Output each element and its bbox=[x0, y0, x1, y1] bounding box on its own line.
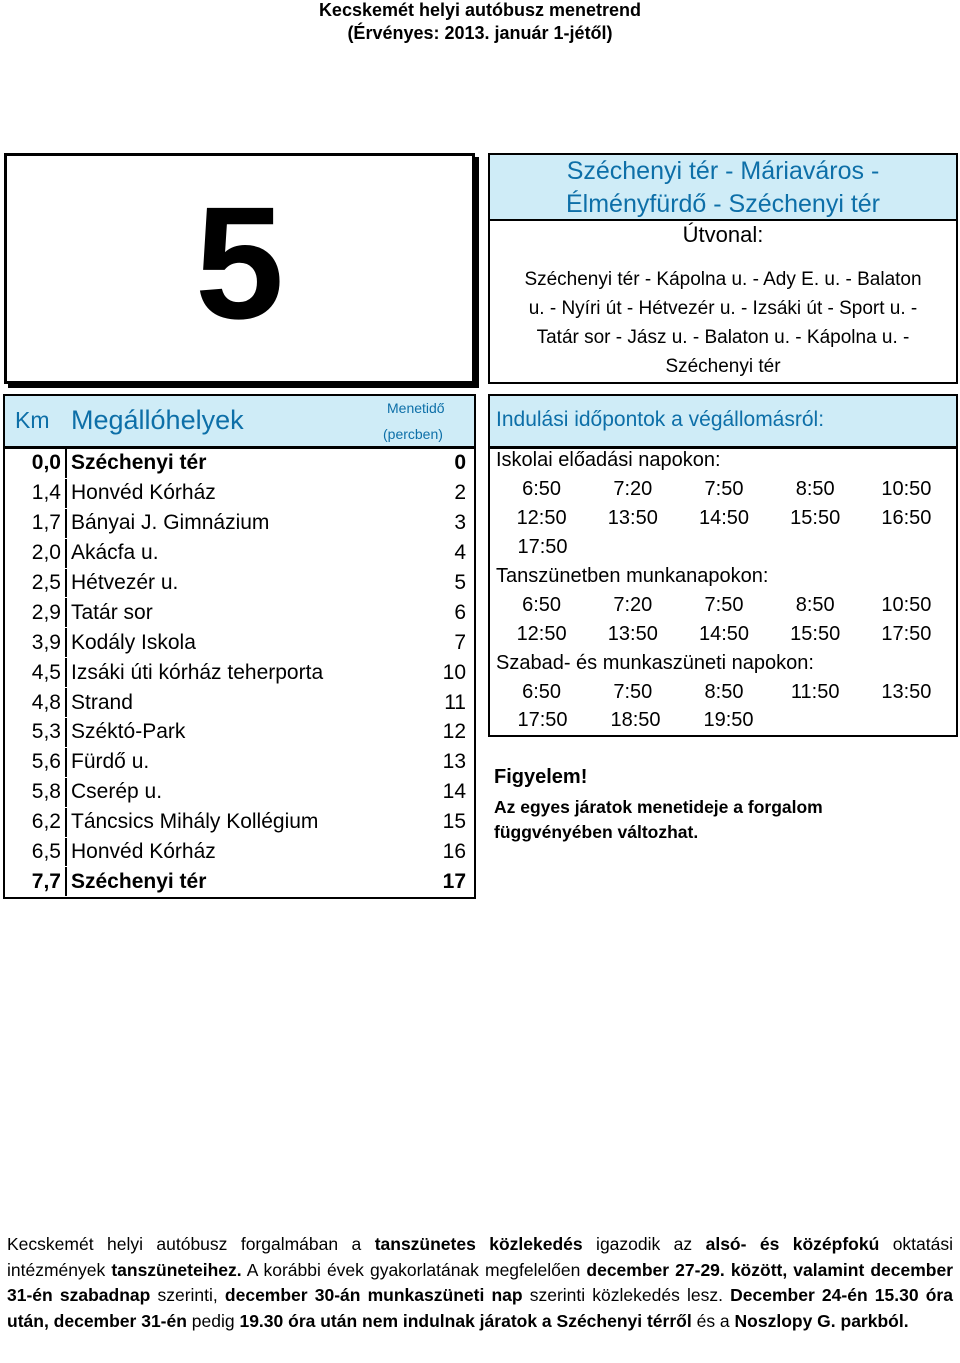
departure-time: 8:50 bbox=[795, 478, 835, 500]
departures-box bbox=[488, 447, 958, 737]
departure-time: 13:50 bbox=[881, 681, 932, 703]
stop-name: Akácfa u. bbox=[71, 541, 159, 565]
route-name-line1: Széchenyi tér - Máriaváros - bbox=[566, 157, 880, 185]
departure-time: 14:50 bbox=[698, 623, 750, 645]
stop-name: Hétvezér u. bbox=[71, 571, 179, 594]
validity-date: (Érvényes: 2013. január 1-jétől) bbox=[347, 23, 613, 43]
stop-travel-time: 2 bbox=[454, 481, 466, 505]
stops-table bbox=[3, 447, 476, 899]
route-line: u. - Nyíri út - Hétvezér u. - Izsáki út - Sport u. - bbox=[528, 298, 918, 319]
time-row bbox=[496, 478, 952, 501]
departure-time: 6:50 bbox=[522, 594, 562, 616]
departure-time: 12:50 bbox=[516, 623, 567, 645]
holidays-label: Szabad- és munkaszüneti napokon: bbox=[496, 652, 814, 674]
stop-row bbox=[5, 628, 474, 658]
route-number: 5 bbox=[195, 173, 284, 352]
stop-name: Honvéd Kórház bbox=[71, 840, 216, 864]
stop-travel-time: 3 bbox=[454, 511, 466, 535]
time-row bbox=[496, 507, 952, 530]
stop-travel-time: 11 bbox=[444, 690, 466, 714]
departure-time: 17:50 bbox=[517, 536, 568, 558]
footnote-segment: Noszlopy G. parkból. bbox=[734, 1310, 909, 1331]
stop-travel-time: 5 bbox=[454, 571, 466, 594]
stop-travel-time: 13 bbox=[442, 750, 466, 774]
route-name bbox=[490, 155, 956, 221]
stop-km: 1,4 bbox=[5, 479, 67, 508]
warning-line: Az egyes járatok menetideje a forgalom bbox=[494, 797, 823, 817]
footnote bbox=[7, 1232, 953, 1334]
time-row bbox=[496, 594, 952, 617]
stop-row bbox=[5, 449, 474, 479]
departure-time: 18:50 bbox=[610, 709, 661, 731]
stop-name: Honvéd Kórház bbox=[71, 481, 216, 505]
stop-name: Széchenyi tér bbox=[71, 869, 207, 893]
stop-km: 1,7 bbox=[5, 509, 67, 538]
departures-header-box bbox=[488, 394, 958, 448]
warning-line: függvényében változhat. bbox=[494, 822, 699, 842]
stop-row bbox=[5, 539, 474, 569]
stop-name: Izsáki úti kórház teherporta bbox=[71, 660, 324, 684]
stop-km: 5,3 bbox=[5, 718, 67, 747]
footnote-segment: oktatási intézmények bbox=[7, 1234, 954, 1280]
footnote-segment: A korábbi évek gyakorlatának megfelelően bbox=[241, 1259, 587, 1280]
stop-travel-time: 15 bbox=[442, 810, 466, 834]
departure-time: 7:50 bbox=[613, 681, 653, 703]
departure-time: 6:50 bbox=[522, 681, 562, 703]
stop-travel-time: 10 bbox=[442, 660, 466, 684]
stop-km: 2,5 bbox=[5, 569, 67, 598]
stop-row bbox=[5, 748, 474, 778]
footnote-segment: 19.30 óra után nem indulnak járatok a Széchenyi térről bbox=[239, 1310, 692, 1331]
stop-row bbox=[5, 838, 474, 868]
stop-travel-time: 16 bbox=[442, 840, 466, 864]
footnote-segment: Kecskemét helyi autóbusz forgalmában a bbox=[7, 1234, 375, 1254]
footnote-segment: pedig bbox=[186, 1310, 240, 1331]
stops-header: Megállóhelyek bbox=[71, 405, 244, 435]
stop-name: Fürdő u. bbox=[71, 750, 150, 774]
time-row bbox=[496, 681, 952, 704]
footnote-segment: alsó- és középfokú bbox=[705, 1234, 880, 1254]
footnote-segment: igazodik az bbox=[582, 1234, 706, 1254]
stop-name: Kodály Iskola bbox=[71, 630, 196, 654]
stop-km: 6,5 bbox=[5, 838, 67, 867]
stop-row bbox=[5, 778, 474, 808]
route-info-box bbox=[488, 153, 958, 384]
stop-name: Bányai J. Gimnázium bbox=[71, 511, 270, 535]
stop-row bbox=[5, 658, 474, 688]
route-number-box bbox=[4, 153, 475, 384]
departure-time: 16:50 bbox=[881, 507, 932, 529]
departure-time: 7:20 bbox=[613, 478, 653, 500]
break-days-label: Tanszünetben munkanapokon: bbox=[496, 565, 769, 587]
stop-travel-time: 4 bbox=[454, 541, 466, 565]
route-label: Útvonal: bbox=[682, 222, 764, 247]
stop-row bbox=[5, 569, 474, 599]
departure-time: 8:50 bbox=[704, 681, 744, 703]
stop-km: 2,9 bbox=[5, 598, 67, 627]
stop-travel-time: 17 bbox=[442, 869, 466, 893]
stop-row bbox=[5, 718, 474, 748]
travel-time-unit: (percben) bbox=[383, 426, 443, 442]
footnote-segment: tanszünetes közlekedés bbox=[374, 1234, 583, 1254]
departure-time: 7:50 bbox=[704, 478, 744, 500]
departure-time: 14:50 bbox=[698, 507, 750, 529]
stop-km: 4,8 bbox=[5, 688, 67, 717]
stop-row bbox=[5, 509, 474, 539]
stop-km: 4,5 bbox=[5, 658, 67, 687]
departure-time: 7:20 bbox=[613, 594, 653, 616]
stop-km: 5,6 bbox=[5, 748, 67, 777]
departure-time: 13:50 bbox=[607, 507, 658, 529]
stop-row bbox=[5, 688, 474, 718]
departure-time: 13:50 bbox=[607, 623, 658, 645]
departure-time: 11:50 bbox=[790, 681, 840, 703]
route-line: Széchenyi tér bbox=[665, 356, 781, 377]
footnote-segment: December 24-én 15.30 óra után, december 31-én bbox=[7, 1285, 953, 1331]
stop-km: 2,0 bbox=[5, 539, 67, 568]
stop-travel-time: 6 bbox=[454, 600, 466, 624]
stop-name: Táncsics Mihály Kollégium bbox=[71, 810, 319, 834]
km-header: Km bbox=[15, 407, 50, 433]
stop-row bbox=[5, 867, 474, 897]
footnote-segment: tanszüneteihez. bbox=[111, 1259, 242, 1280]
stop-travel-time: 7 bbox=[454, 630, 466, 654]
stop-name: Cserép u. bbox=[71, 780, 163, 804]
stop-travel-time: 0 bbox=[454, 451, 466, 475]
stop-row bbox=[5, 598, 474, 628]
warning-title: Figyelem! bbox=[494, 766, 588, 788]
stop-km: 0,0 bbox=[5, 449, 67, 478]
departure-time: 17:50 bbox=[517, 709, 568, 731]
stops-table-header bbox=[3, 394, 476, 448]
departure-time: 15:50 bbox=[790, 507, 841, 529]
route-name-line2: Élményfürdő - Széchenyi tér bbox=[565, 190, 881, 218]
stop-travel-time: 12 bbox=[442, 720, 466, 744]
departure-time: 12:50 bbox=[516, 507, 567, 529]
stop-row bbox=[5, 808, 474, 838]
time-row bbox=[496, 709, 952, 732]
departure-time: 10:50 bbox=[881, 478, 932, 500]
stop-km: 3,9 bbox=[5, 628, 67, 657]
route-line: Tatár sor - Jász u. - Balaton u. - Kápolna u. - bbox=[536, 327, 910, 348]
stop-name: Széktó-Park bbox=[71, 720, 186, 744]
footnote-segment: december 30-án munkaszüneti nap bbox=[224, 1285, 523, 1305]
stop-row bbox=[5, 479, 474, 509]
travel-time-header: Menetidő bbox=[387, 400, 445, 416]
route-description bbox=[496, 265, 950, 381]
departure-time: 7:50 bbox=[704, 594, 744, 616]
footnote-segment: szerinti közlekedés lesz. bbox=[522, 1285, 731, 1305]
stop-name: Strand bbox=[71, 690, 133, 714]
departure-time: 10:50 bbox=[881, 594, 932, 616]
departure-time: 6:50 bbox=[522, 478, 562, 500]
stop-km: 7,7 bbox=[5, 867, 67, 896]
stop-name: Tatár sor bbox=[71, 600, 153, 624]
stop-km: 5,8 bbox=[5, 778, 67, 807]
time-row bbox=[496, 536, 952, 559]
school-days-label: Iskolai előadási napokon: bbox=[496, 449, 721, 471]
timetable-title: Kecskemét helyi autóbusz menetrend bbox=[318, 0, 642, 20]
stop-travel-time: 14 bbox=[442, 780, 466, 804]
stop-name: Széchenyi tér bbox=[71, 451, 207, 475]
departure-time: 17:50 bbox=[881, 623, 932, 645]
route-line: Széchenyi tér - Kápolna u. - Ady E. u. - Balaton bbox=[524, 269, 922, 290]
footnote-segment: szerinti, bbox=[150, 1285, 225, 1305]
departures-header: Indulási időpontok a végállomásról: bbox=[496, 408, 825, 431]
stop-km: 6,2 bbox=[5, 808, 67, 837]
departure-time: 8:50 bbox=[795, 594, 835, 616]
footnote-segment: és a bbox=[691, 1310, 735, 1331]
departure-time: 15:50 bbox=[790, 623, 841, 645]
time-row bbox=[496, 623, 952, 646]
footnote-segment: december 27-29. között, valamint december 31-én szabadnap bbox=[7, 1259, 954, 1305]
departure-time: 19:50 bbox=[703, 709, 754, 731]
